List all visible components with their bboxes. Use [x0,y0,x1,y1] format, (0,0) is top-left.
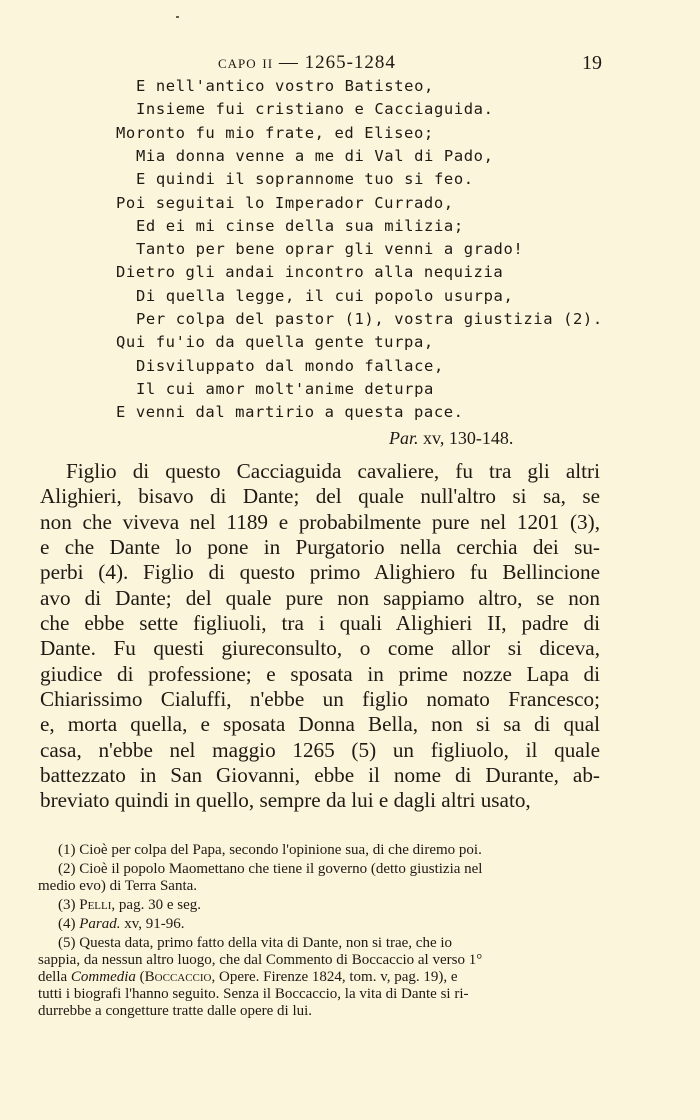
footnote-author: Pelli [79,897,112,913]
running-head [0,52,700,76]
verse-line: Per colpa del pastor (1), vostra giustizia (2). [136,310,603,328]
footnote-text: della [38,969,71,985]
paragraph-line: che ebbe sette figliuoli, tra i quali Alighieri II, padre di [40,611,600,636]
verse-line: Qui fu'io da quella gente turpa, [116,333,434,352]
footnote-4 [38,916,601,933]
paragraph-line: perbi (4). Figlio di questo primo Alighiero fu Bellincione [40,560,600,585]
verse-line: Dietro gli andai incontro alla nequizia [116,263,504,282]
verse-line: Disviluppato dal mondo fallace, [136,356,444,375]
footnote-line: (1) Cioè per colpa del Papa, secondo l'opinione sua, di che diremo poi. [58,842,482,858]
footnote-2 [38,861,601,895]
footnotes [38,842,601,1022]
paragraph-line: battezzato in San Giovanni, ebbe il nome di Durante, ab- [40,763,600,788]
verse-line: Tanto per bene oprar gli venni a grado! [136,240,524,259]
footnote-line [38,969,601,986]
footnote-marker: (3) [58,897,80,913]
footnote-1 [38,842,601,859]
citation-ref: xv, 130-148. [418,428,514,448]
paragraph-line: giudice di professione; e sposata in prime nozze Lapa di [40,661,600,686]
footnote-line: sappia, da nessun altro luogo, che dal Commento di Boccaccio al verso 1° [38,952,483,968]
verse-line: Moronto fu mio frate, ed Eliseo; [116,123,434,142]
paragraph-line: Dante. Fu questi giureconsulto, o come allor si diceva, [40,636,600,661]
body-paragraph [40,459,600,814]
print-speck [176,16,179,18]
verse-line: Insieme fui cristiano e Cacciaguida. [136,100,494,119]
verse-line: Mia donna venne a me di Val di Pado, [136,146,494,165]
verse-line: Ed ei mi cinse della sua milizia; [136,216,464,235]
verse-line: Il cui amor molt'anime deturpa [136,379,434,398]
verse-citation [389,428,513,449]
running-head-years: — 1265-1284 [273,52,396,73]
paragraph-line: avo di Dante; del quale pure non sappiamo altro, se non [40,585,600,610]
paragraph-line: non che viveva nel 1189 e probabilmente pure nel 1201 (3), [40,509,600,534]
footnote-author: Boccaccio [144,969,212,985]
verse-line: E nell'antico vostro Batisteo, [136,77,434,95]
paragraph-line: Figlio di questo Cacciaguida cavaliere, fu tra gli altri [66,459,600,483]
footnote-line: (2) Cioè il popolo Maomettano che tiene il governo (detto giustizia nel [58,861,483,877]
paragraph-line: e, morta quella, e sposata Donna Bella, non si sa di qual [40,712,600,737]
paragraph-line: Alighieri, bisavo di Dante; del quale null'altro si sa, se [40,484,600,509]
verse-line: Poi seguitai lo Imperador Currado, [116,193,454,212]
verse-line: Di quella legge, il cui popolo usurpa, [136,286,514,305]
footnote-5 [38,935,601,1020]
footnote-line: medio evo) di Terra Santa. [38,878,198,894]
page-number: 19 [582,52,602,74]
paragraph-line: e che Dante lo pone in Purgatorio nella cerchia dei su- [40,535,600,560]
footnote-text: , pag. 30 e seg. [111,897,201,913]
footnote-line: durrebbe a congetture tratte dalle opere di lui. [38,1003,313,1019]
verse-line: E quindi il soprannome tuo si feo. [136,170,474,189]
footnote-line: (5) Questa data, primo fatto della vita di Dante, non si trae, che io [58,935,453,951]
footnote-marker: (4) [58,916,80,932]
footnote-text: ( [135,969,145,985]
paragraph-line: breviato quindi in quello, sempre da lui e dagli altri usato, [40,788,531,813]
footnote-3 [38,897,601,914]
footnote-line [38,916,601,933]
footnote-work: Commedia [70,969,136,985]
paragraph-line: Chiarissimo Cialuffi, n'ebbe un figlio nomato Francesco; [40,687,600,712]
footnote-text: , Opere. Firenze 1824, tom. v, pag. 19), e [211,969,458,985]
running-head-chapter: capo ii [218,52,274,73]
citation-work: Par. [389,428,419,448]
footnote-line [38,897,601,914]
footnote-work: Parad. [79,916,121,932]
paragraph-line: casa, n'ebbe nel maggio 1265 (5) un figliuolo, il quale [40,737,600,762]
running-head-title [218,52,396,74]
verse-line: E venni dal martirio a questa pace. [116,403,464,422]
footnote-text: xv, 91-96. [120,916,185,932]
footnote-line: tutti i biografi l'hanno seguito. Senza il Boccaccio, la vita di Dante si ri- [38,986,469,1002]
